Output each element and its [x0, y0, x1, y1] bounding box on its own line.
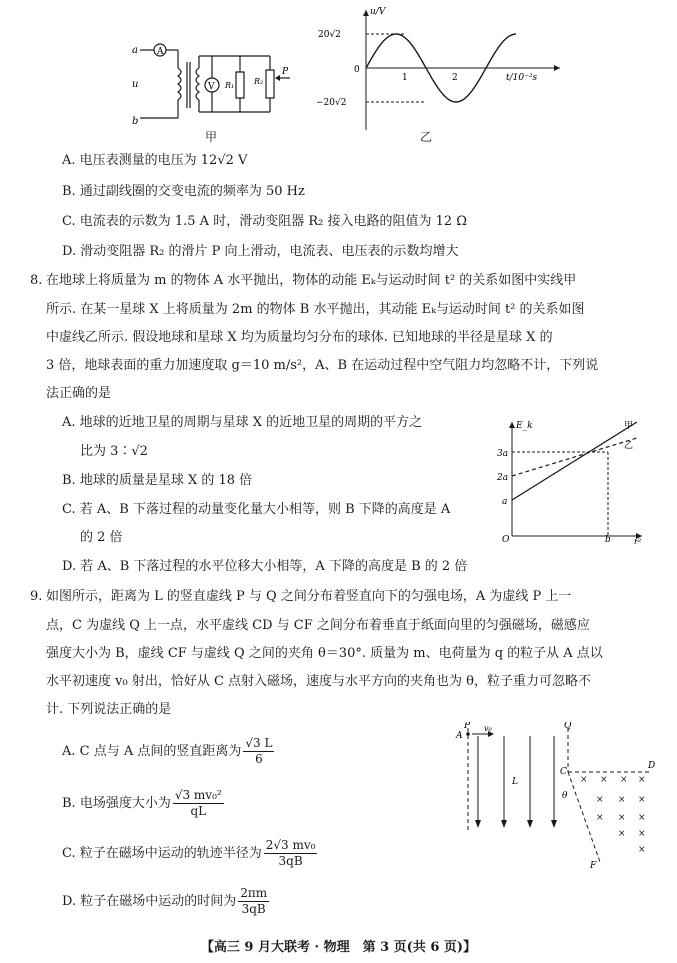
- q9-b-numerator: √3 mv₀²: [174, 788, 222, 802]
- q9-a-numerator: √3 L: [245, 736, 273, 750]
- voltmeter-label: V: [208, 82, 215, 92]
- q8-stem-5: 法正确的是: [46, 386, 112, 401]
- q8-stem-2: 所示. 在某一星球 X 上将质量为 2m 的物体 B 水平抛出，其动能 Eₖ与运动时间 t² 的关系如图: [46, 302, 585, 317]
- q8-option-c-line1: C. 若 A、B 下落过程的动量变化量大小相等，则 B 下降的高度是 A: [62, 502, 451, 517]
- q8-option-b: B. 地球的质量是星球 X 的 18 倍: [62, 473, 253, 488]
- q9-option-d: [62, 886, 271, 917]
- wave-origin: 0: [354, 65, 360, 75]
- wave-ymax: 20√2: [318, 30, 341, 40]
- svg-text:×: ×: [638, 829, 646, 839]
- q9-stem-2: 点，C 为虚线 Q 上一点，水平虚线 CD 与 CF 之间分布着垂直于纸面向里的匀强磁场，磁感应: [46, 618, 590, 633]
- wave-chart: [310, 4, 570, 138]
- q9-option-d-fraction: [238, 886, 269, 917]
- q9-option-c-fraction: [264, 838, 318, 869]
- terminal-a: a: [132, 45, 138, 56]
- field-label-c: C: [560, 767, 567, 777]
- svg-text:×: ×: [600, 775, 608, 785]
- wave-y-label: u/V: [370, 7, 386, 17]
- q9-c-denominator: 3qB: [278, 854, 303, 868]
- graph8-x-label: t²: [634, 538, 642, 544]
- terminal-u: u: [132, 79, 139, 90]
- q8-option-a-line2: 比为 3∶√2: [80, 444, 148, 459]
- q8-stem-3: 中虚线乙所示. 假设地球和星球 X 均为质量均匀分布的球体. 已知地球的半径是星球 X 的: [46, 330, 553, 345]
- q7-option-c: C. 电流表的示数为 1.5 A 时，滑动变阻器 R₂ 接入电路的阻值为 12 Ω: [62, 214, 468, 229]
- field-label-f: F: [590, 861, 597, 870]
- graph8-3a: 3a: [497, 449, 509, 459]
- q7-option-b: B. 通过副线圈的交变电流的频率为 50 Hz: [62, 184, 305, 199]
- svg-text:×: ×: [620, 775, 628, 785]
- field-label-p: P: [464, 722, 471, 731]
- field-diagram: [450, 722, 660, 870]
- field-label-a: A: [456, 731, 463, 741]
- svg-text:×: ×: [638, 845, 646, 855]
- q8-option-d: D. 若 A、B 下落过程的水平位移大小相等，A 下降的高度是 B 的 2 倍: [62, 559, 468, 574]
- svg-text:×: ×: [618, 813, 626, 823]
- ek-t2-graph: [492, 416, 652, 544]
- q9-option-a-text: A. C 点与 A 点间的竖直距离为: [62, 744, 242, 759]
- q8-number: 8.: [30, 273, 43, 288]
- q9-option-a: [62, 736, 276, 767]
- q8-option-c-line2: 的 2 倍: [80, 530, 123, 545]
- q9-d-numerator: 2πm: [240, 886, 268, 900]
- terminal-b: b: [132, 116, 139, 127]
- q9-stem-4: 水平初速度 v₀ 射出，恰好从 C 点射入磁场，速度与水平方向的夹角也为 θ，粒子重力可忽略不: [46, 674, 591, 689]
- svg-text:×: ×: [596, 795, 604, 805]
- field-label-theta: θ: [562, 791, 568, 801]
- wave-tick-2: 2: [452, 73, 458, 83]
- graph8-y-label: E_k: [516, 421, 533, 431]
- q9-option-c-text: C. 粒子在磁场中运动的轨迹半径为: [62, 846, 262, 861]
- graph8-b: b: [605, 535, 611, 544]
- q8-stem-4: 3 倍，地球表面的重力加速度取 g＝10 m/s²，A、B 在运动过程中空气阻力均忽略不计，下列说: [46, 358, 599, 373]
- svg-text:×: ×: [638, 813, 646, 823]
- q7-option-a: A. 电压表测量的电压为 12√2 V: [62, 153, 248, 168]
- q9-option-a-fraction: [243, 736, 274, 767]
- svg-text:×: ×: [596, 813, 604, 823]
- q9-option-b: [62, 788, 226, 819]
- graph8-a: a: [502, 497, 508, 507]
- q9-a-denominator: 6: [255, 752, 263, 766]
- field-label-v0: v₀: [484, 724, 492, 733]
- q9-stem-5: 计. 下列说法正确的是: [46, 702, 172, 717]
- line-jia: [512, 422, 637, 500]
- slider-p-label: P: [282, 67, 289, 77]
- line-yi: [512, 438, 637, 476]
- q8-option-a-line1: A. 地球的近地卫星的周期与星球 X 的近地卫星的周期的平方之: [62, 415, 423, 430]
- wave-x-label: t/10⁻²s: [506, 73, 538, 83]
- field-label-d: D: [648, 761, 656, 771]
- q7-option-d: D. 滑动变阻器 R₂ 的滑片 P 向上滑动，电流表、电压表的示数均增大: [62, 244, 459, 259]
- q9-option-c: [62, 838, 319, 869]
- svg-text:×: ×: [618, 795, 626, 805]
- q9-number: 9.: [30, 589, 43, 604]
- svg-text:×: ×: [580, 775, 588, 785]
- q9-option-d-text: D. 粒子在磁场中运动的时间为: [62, 894, 237, 909]
- q9-stem-3: 强度大小为 B，虚线 CF 与虚线 Q 之间的夹角 θ＝30°. 质量为 m、电荷量为 q 的粒子从 A 点以: [46, 646, 603, 661]
- r2-label: R₂: [254, 77, 264, 86]
- page-footer: 【高三 9 月大联考 · 物理 第 3 页(共 6 页)】: [200, 940, 477, 955]
- graph8-2a: 2a: [497, 473, 509, 483]
- r1-label: R₁: [225, 81, 235, 90]
- svg-text:×: ×: [638, 775, 646, 785]
- svg-text:×: ×: [638, 795, 646, 805]
- field-label-l: L: [512, 777, 518, 787]
- circuit-diagram: [130, 36, 300, 142]
- graph8-origin: O: [502, 535, 510, 544]
- ammeter-label: A: [157, 47, 164, 57]
- q9-stem-1: 如图所示，距离为 L 的竖直虚线 P 与 Q 之间分布着竖直向下的匀强电场，A 为虚线 P 上一: [46, 589, 572, 604]
- graph8-yi: 乙: [624, 441, 634, 451]
- figure-yi-caption: 乙: [420, 130, 433, 144]
- q9-option-b-fraction: [173, 788, 224, 819]
- graph8-jia: 甲: [624, 421, 634, 431]
- q8-stem-1: 在地球上将质量为 m 的物体 A 水平抛出，物体的动能 Eₖ与运动时间 t² 的关系如图中实线甲: [46, 273, 577, 288]
- q9-b-denominator: qL: [190, 804, 207, 818]
- svg-text:×: ×: [618, 829, 626, 839]
- q9-d-denominator: 3qB: [241, 902, 266, 916]
- q9-c-numerator: 2√3 mv₀: [265, 838, 316, 852]
- figure-jia-caption: 甲: [205, 130, 218, 144]
- wave-ymin: −20√2: [316, 98, 347, 108]
- field-label-q: Q: [564, 722, 572, 731]
- wave-tick-1: 1: [402, 73, 408, 83]
- q9-option-b-text: B. 电场强度大小为: [62, 796, 171, 811]
